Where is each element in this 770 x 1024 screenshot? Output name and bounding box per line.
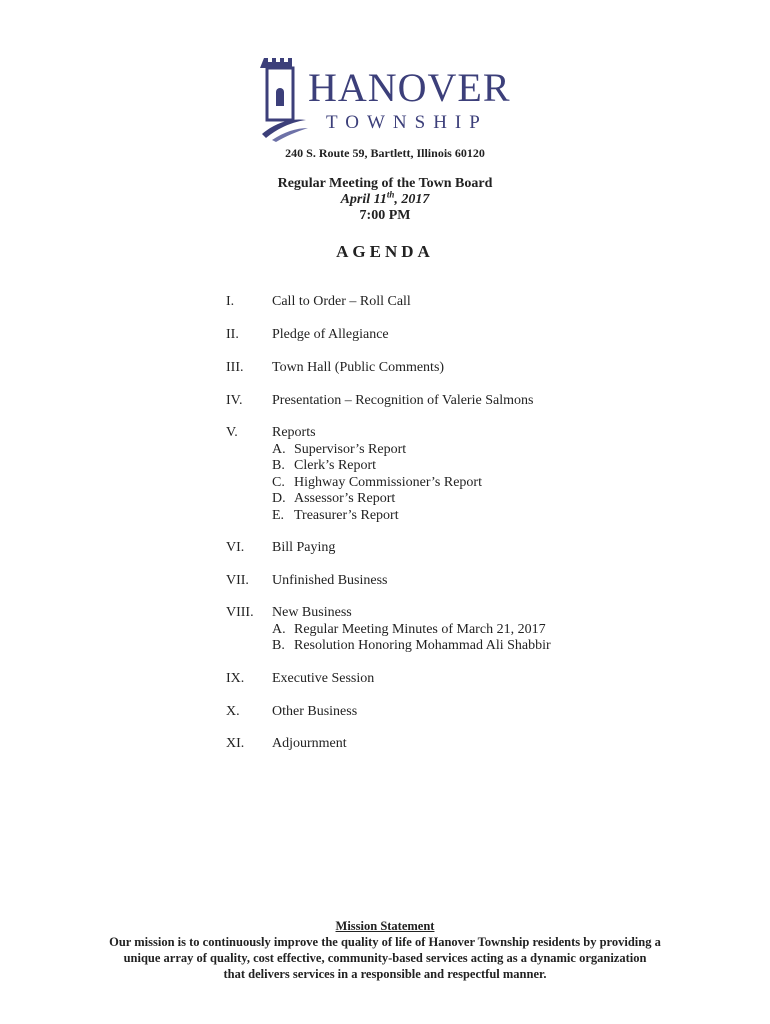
agenda-subitem bbox=[272, 508, 482, 525]
agenda-subitem-letter: E. bbox=[272, 507, 285, 523]
agenda-subitem-text: Resolution Honoring Mohammad Ali Shabbir bbox=[294, 638, 551, 653]
meeting-title: Regular Meeting of the Town Board bbox=[277, 176, 493, 191]
agenda-item-number: VII. bbox=[226, 573, 249, 588]
agenda-item-number: IV. bbox=[226, 393, 243, 408]
agenda-subitem bbox=[272, 622, 551, 639]
agenda-item-text: Town Hall (Public Comments) bbox=[272, 360, 445, 375]
mission-line: Our mission is to continuously improve the quality of life of Hanover Township residents by providing a bbox=[109, 935, 661, 949]
agenda-item-label: New Business bbox=[272, 605, 352, 620]
mission-heading: Mission Statement bbox=[335, 919, 435, 933]
agenda-subitem-letter: D. bbox=[272, 491, 286, 506]
agenda-item-number: I. bbox=[226, 294, 235, 309]
agenda-item-number: X. bbox=[226, 704, 240, 719]
agenda-subitem bbox=[272, 491, 482, 508]
agenda-title: AGENDA bbox=[336, 242, 434, 261]
meeting-date-year: , 2017 bbox=[394, 192, 430, 207]
agenda-subitem-letter: A. bbox=[272, 441, 286, 457]
meeting-date-ordinal: th bbox=[386, 189, 395, 200]
agenda-item-number: XI. bbox=[226, 736, 245, 751]
agenda-subitem bbox=[272, 638, 551, 655]
agenda-item-text: Bill Paying bbox=[272, 540, 336, 555]
mission-statement bbox=[0, 918, 770, 982]
meeting-info bbox=[0, 176, 770, 224]
meeting-date-main: April 11 bbox=[340, 192, 387, 207]
agenda-subitem-text: Treasurer’s Report bbox=[294, 507, 399, 523]
township-logo bbox=[258, 52, 518, 142]
meeting-date bbox=[0, 189, 770, 208]
agenda-item-text: Unfinished Business bbox=[272, 573, 388, 588]
agenda-item-number: IX. bbox=[226, 671, 245, 686]
agenda-subitem-text: Clerk’s Report bbox=[294, 458, 377, 473]
logo-subtitle: TOWNSHIP bbox=[326, 112, 488, 133]
agenda-subitem-text: Highway Commissioner’s Report bbox=[294, 474, 482, 490]
agenda-item-label: Reports bbox=[272, 425, 316, 440]
address: 240 S. Route 59, Bartlett, Illinois 60120 bbox=[285, 146, 485, 160]
agenda-subitem bbox=[272, 475, 482, 492]
agenda-item-number: VIII. bbox=[226, 605, 254, 620]
agenda-item-text: Other Business bbox=[272, 704, 358, 719]
agenda-subitem-letter: B. bbox=[272, 638, 285, 653]
agenda-subitem bbox=[272, 442, 482, 459]
agenda-item-text bbox=[272, 605, 551, 655]
agenda-subitem-text: Supervisor’s Report bbox=[294, 441, 407, 457]
logo-wordmark: HANOVER bbox=[308, 65, 511, 110]
agenda-item-text: Presentation – Recognition of Valerie Salmons bbox=[272, 393, 534, 408]
agenda-item-text: Adjournment bbox=[272, 736, 347, 751]
agenda-item-number: V. bbox=[226, 425, 238, 440]
agenda-item-text: Call to Order – Roll Call bbox=[272, 294, 411, 309]
agenda-subitem-letter: A. bbox=[272, 621, 286, 637]
agenda-subitem bbox=[272, 458, 482, 475]
meeting-time: 7:00 PM bbox=[359, 208, 411, 223]
agenda-item-text bbox=[272, 425, 482, 524]
agenda-item-number: II. bbox=[226, 327, 239, 342]
mission-line: unique array of quality, cost effective, community-based services acting as a dynamic organization bbox=[123, 951, 647, 965]
agenda-subitem-text: Assessor’s Report bbox=[294, 491, 396, 506]
agenda-subitem-letter: B. bbox=[272, 458, 285, 473]
agenda-item-text: Pledge of Allegiance bbox=[272, 327, 389, 342]
mission-line: that delivers services in a responsible and respectful manner. bbox=[223, 967, 547, 981]
agenda-item-text: Executive Session bbox=[272, 671, 375, 686]
agenda-subitem-letter: C. bbox=[272, 474, 285, 490]
agenda-item-number: VI. bbox=[226, 540, 245, 555]
castle-tower-icon bbox=[258, 52, 308, 142]
agenda-item-number: III. bbox=[226, 360, 244, 375]
agenda-subitem-text: Regular Meeting Minutes of March 21, 2017 bbox=[294, 621, 546, 637]
